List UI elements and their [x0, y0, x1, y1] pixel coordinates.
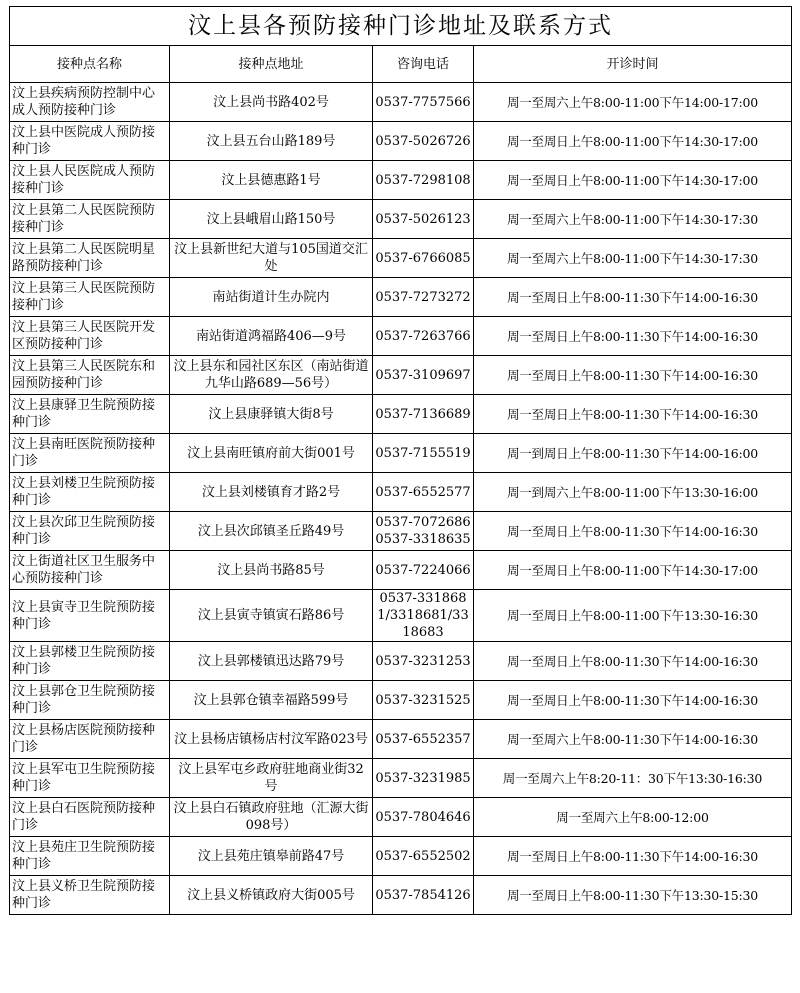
clinic-hours-cell: 周一到周六上午8:00-11:00下午13:30-16:00 [474, 473, 792, 512]
table-row [10, 837, 792, 876]
clinic-phone-cell: 0537-5026726 [373, 122, 474, 161]
clinic-address-cell: 汶上县苑庄镇皋前路47号 [170, 837, 373, 876]
clinic-name-cell: 汶上县康驿卫生院预防接种门诊 [10, 395, 170, 434]
clinic-phone-cell: 0537-3231985 [373, 759, 474, 798]
clinic-name-cell: 汶上县南旺医院预防接种门诊 [10, 434, 170, 473]
clinic-name-cell: 汶上县中医院成人预防接种门诊 [10, 122, 170, 161]
clinic-address-cell: 汶上县德惠路1号 [170, 161, 373, 200]
clinic-hours-cell: 周一至周六上午8:20-11：30下午13:30-16:30 [474, 759, 792, 798]
clinic-name-cell: 汶上县第三人民医院预防接种门诊 [10, 278, 170, 317]
table-row [10, 512, 792, 551]
table-title: 汶上县各预防接种门诊地址及联系方式 [10, 7, 792, 46]
clinic-name-cell: 汶上县郭楼卫生院预防接种门诊 [10, 642, 170, 681]
clinic-phone-cell: 0537-7854126 [373, 876, 474, 915]
clinic-name-cell: 汶上县第二人民医院明星路预防接种门诊 [10, 239, 170, 278]
clinic-address-cell: 汶上县新世纪大道与105国道交汇处 [170, 239, 373, 278]
clinic-name-cell: 汶上县杨店医院预防接种门诊 [10, 720, 170, 759]
clinic-phone-cell: 0537-3231525 [373, 681, 474, 720]
column-header-phone: 咨询电话 [373, 46, 474, 83]
clinic-phone-cell: 0537-7273272 [373, 278, 474, 317]
clinic-name-cell: 汶上县苑庄卫生院预防接种门诊 [10, 837, 170, 876]
clinic-phone-cell: 0537-3231253 [373, 642, 474, 681]
clinic-hours-cell: 周一至周日上午8:00-11:30下午14:00-16:30 [474, 642, 792, 681]
clinic-phone-cell: 0537-6552357 [373, 720, 474, 759]
clinic-name-cell: 汶上县刘楼卫生院预防接种门诊 [10, 473, 170, 512]
table-row [10, 317, 792, 356]
clinic-address-cell: 汶上县南旺镇府前大街001号 [170, 434, 373, 473]
column-header-hours: 开诊时间 [474, 46, 792, 83]
column-header-address: 接种点地址 [170, 46, 373, 83]
clinic-phone-cell: 0537-7757566 [373, 83, 474, 122]
clinic-name-cell: 汶上县白石医院预防接种门诊 [10, 798, 170, 837]
clinic-hours-cell: 周一至周日上午8:00-11:30下午14:00-16:30 [474, 837, 792, 876]
clinic-hours-cell: 周一至周日上午8:00-11:30下午14:00-16:30 [474, 278, 792, 317]
clinic-phone-cell: 0537-6552502 [373, 837, 474, 876]
clinic-phone-cell: 0537-5026123 [373, 200, 474, 239]
clinic-phone-cell: 0537-7155519 [373, 434, 474, 473]
clinic-hours-cell: 周一至周日上午8:00-11:00下午13:30-16:30 [474, 590, 792, 642]
clinic-phone-cell: 0537-3109697 [373, 356, 474, 395]
clinic-address-cell: 汶上县义桥镇政府大街005号 [170, 876, 373, 915]
table-row [10, 239, 792, 278]
clinic-address-cell: 汶上县尚书路85号 [170, 551, 373, 590]
table-row [10, 720, 792, 759]
clinic-address-cell: 汶上县峨眉山路150号 [170, 200, 373, 239]
table-row [10, 278, 792, 317]
clinic-name-cell: 汶上县人民医院成人预防接种门诊 [10, 161, 170, 200]
clinic-address-cell: 汶上县刘楼镇育才路2号 [170, 473, 373, 512]
clinic-hours-cell: 周一至周日上午8:00-11:30下午14:00-16:30 [474, 681, 792, 720]
table-row [10, 434, 792, 473]
table-row [10, 876, 792, 915]
clinic-name-cell: 汶上县义桥卫生院预防接种门诊 [10, 876, 170, 915]
clinic-phone-cell: 0537-6766085 [373, 239, 474, 278]
table-row [10, 356, 792, 395]
table-row [10, 122, 792, 161]
header-row [10, 46, 792, 83]
clinic-address-cell: 汶上县郭楼镇迅达路79号 [170, 642, 373, 681]
clinic-name-cell: 汶上街道社区卫生服务中心预防接种门诊 [10, 551, 170, 590]
clinic-hours-cell: 周一至周六上午8:00-11:00下午14:30-17:30 [474, 239, 792, 278]
clinic-name-cell: 汶上县寅寺卫生院预防接种门诊 [10, 590, 170, 642]
clinic-name-cell: 汶上县次邱卫生院预防接种门诊 [10, 512, 170, 551]
clinic-phone-cell: 0537-7804646 [373, 798, 474, 837]
table-row [10, 642, 792, 681]
table-row [10, 759, 792, 798]
clinic-phone-cell: 0537-3318681/3318681/3318683 [373, 590, 474, 642]
clinic-hours-cell: 周一至周日上午8:00-11:00下午14:30-17:00 [474, 551, 792, 590]
clinic-address-cell: 汶上县寅寺镇寅石路86号 [170, 590, 373, 642]
table-row [10, 161, 792, 200]
clinic-phone-cell: 0537-7263766 [373, 317, 474, 356]
clinic-address-cell: 汶上县白石镇政府驻地（汇源大街098号） [170, 798, 373, 837]
clinic-address-cell: 汶上县康驿镇大街8号 [170, 395, 373, 434]
table-row [10, 798, 792, 837]
table-row [10, 551, 792, 590]
table-row [10, 200, 792, 239]
clinic-hours-cell: 周一至周日上午8:00-11:30下午14:00-16:30 [474, 317, 792, 356]
clinic-hours-cell: 周一至周六上午8:00-11:30下午14:00-16:30 [474, 720, 792, 759]
clinic-address-cell: 汶上县杨店镇杨店村汶军路023号 [170, 720, 373, 759]
clinic-hours-cell: 周一至周日上午8:00-11:00下午14:30-17:00 [474, 122, 792, 161]
clinic-address-cell: 汶上县东和园社区东区（南站街道九华山路689—56号） [170, 356, 373, 395]
table-row [10, 395, 792, 434]
clinic-address-cell: 南站街道计生办院内 [170, 278, 373, 317]
clinic-phone-cell: 0537-7224066 [373, 551, 474, 590]
clinic-phone-cell: 0537-7136689 [373, 395, 474, 434]
clinic-name-cell: 汶上县第二人民医院预防接种门诊 [10, 200, 170, 239]
column-header-name: 接种点名称 [10, 46, 170, 83]
clinic-hours-cell: 周一至周六上午8:00-11:00下午14:30-17:30 [474, 200, 792, 239]
clinic-hours-cell: 周一至周日上午8:00-11:30下午14:00-16:30 [474, 395, 792, 434]
clinic-name-cell: 汶上县第三人民医院开发区预防接种门诊 [10, 317, 170, 356]
clinic-phone-cell: 0537-6552577 [373, 473, 474, 512]
clinic-address-cell: 汶上县尚书路402号 [170, 83, 373, 122]
clinic-address-cell: 南站街道鸿福路406—9号 [170, 317, 373, 356]
clinic-phone-cell: 0537-7298108 [373, 161, 474, 200]
clinic-address-cell: 汶上县次邱镇圣丘路49号 [170, 512, 373, 551]
clinic-phone-cell: 0537-7072686 0537-3318635 [373, 512, 474, 551]
clinic-hours-cell: 周一至周六上午8:00-11:00下午14:00-17:00 [474, 83, 792, 122]
clinic-address-cell: 汶上县五台山路189号 [170, 122, 373, 161]
clinic-hours-cell: 周一至周日上午8:00-11:30下午14:00-16:30 [474, 512, 792, 551]
table-row [10, 83, 792, 122]
clinic-name-cell: 汶上县军屯卫生院预防接种门诊 [10, 759, 170, 798]
table-row [10, 681, 792, 720]
clinic-address-cell: 汶上县郭仓镇幸福路599号 [170, 681, 373, 720]
table-row [10, 473, 792, 512]
clinic-hours-cell: 周一至周日上午8:00-11:30下午14:00-16:30 [474, 356, 792, 395]
clinic-address-cell: 汶上县军屯乡政府驻地商业街32号 [170, 759, 373, 798]
clinic-name-cell: 汶上县郭仓卫生院预防接种门诊 [10, 681, 170, 720]
clinic-name-cell: 汶上县第三人民医院东和园预防接种门诊 [10, 356, 170, 395]
clinic-table [9, 6, 792, 915]
clinic-hours-cell: 周一到周日上午8:00-11:30下午14:00-16:00 [474, 434, 792, 473]
clinic-hours-cell: 周一至周六上午8:00-12:00 [474, 798, 792, 837]
clinic-hours-cell: 周一至周日上午8:00-11:00下午14:30-17:00 [474, 161, 792, 200]
clinic-name-cell: 汶上县疾病预防控制中心成人预防接种门诊 [10, 83, 170, 122]
clinic-hours-cell: 周一至周日上午8:00-11:30下午13:30-15:30 [474, 876, 792, 915]
table-row [10, 590, 792, 642]
